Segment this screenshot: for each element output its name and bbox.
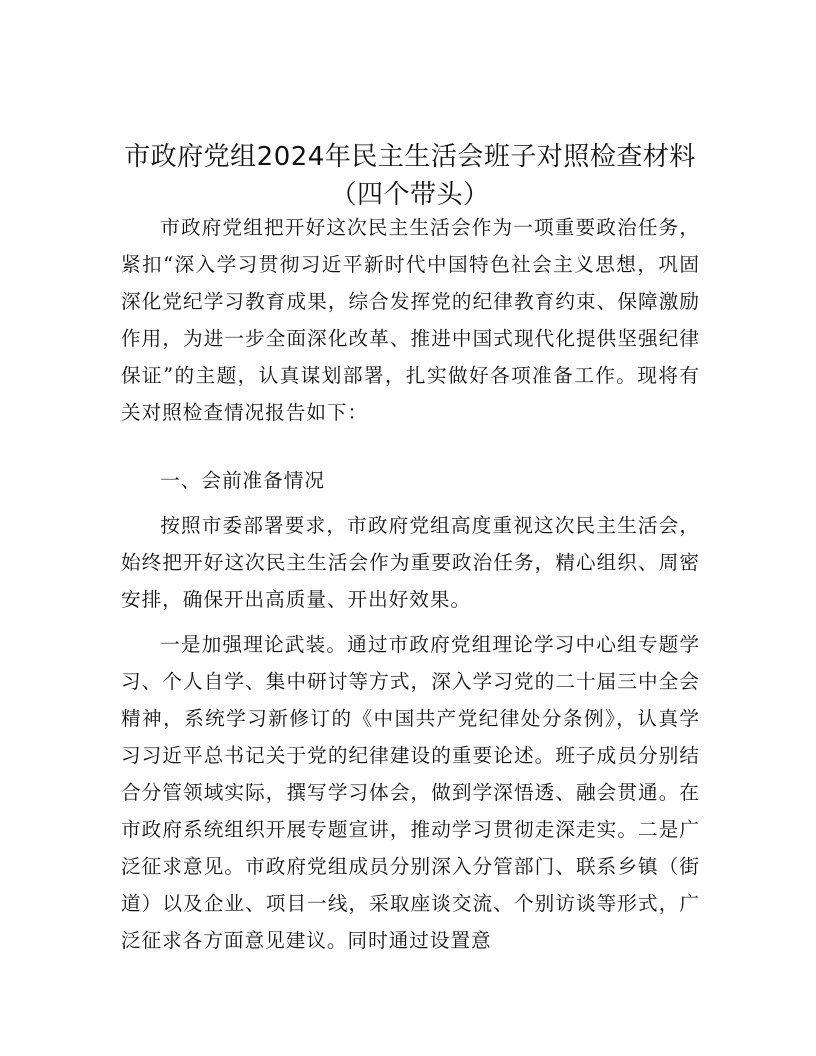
theory-paragraph-block xyxy=(121,626,700,959)
preparation-paragraph: 按照市委部署要求，市政府党组高度重视这次民主生活会，始终把开好这次民主生活会作为重要政治任务，精心组织、周密安排，确保开出高质量、开出好效果。 xyxy=(121,514,700,611)
section-heading: 一、会前准备情况 xyxy=(160,469,325,492)
intro-paragraph: 市政府党组把开好这次民主生活会作为一项重要政治任务，紧扣“深入学习贯彻习近平新时代中国特色社会主义思想，巩固深化党纪学习教育成果，综合发挥党的纪律教育约束、保障激励作用，为进一步全面深化改革、推进中国式现代化提供坚强纪律保证”的主题，认真谋划部署，扎实做好各项准备工作。现将有关对照检查情况报告如下： xyxy=(121,216,700,424)
document-title: 市政府党组2024年民主生活会班子对照检查材料（四个带头） xyxy=(124,142,696,210)
theory-paragraph: 一是加强理论武装。通过市政府党组理论学习中心组专题学习、个人自学、集中研讨等方式，深入学习党的二十届三中全会精神，系统学习新修订的《中国共产党纪律处分条例》，认真学习习近平总书记关于党的纪律建设的重要论述。班子成员分别结合分管领域实际，撰写学习体会，做到学深悟透、融会贯通。在市政府系统组织开展专题宣讲，推动学习贯彻走深走实。二是广泛征求意见。市政府党组成员分别深入分管部门、联系乡镇（街道）以及企业、项目一线，采取座谈交流、个别访谈等形式，广泛征求各方面意见建议。同时通过设置意 xyxy=(121,633,700,952)
intro-paragraph-block xyxy=(121,209,700,431)
preparation-paragraph-block xyxy=(121,507,700,618)
section-heading-block xyxy=(121,462,700,499)
